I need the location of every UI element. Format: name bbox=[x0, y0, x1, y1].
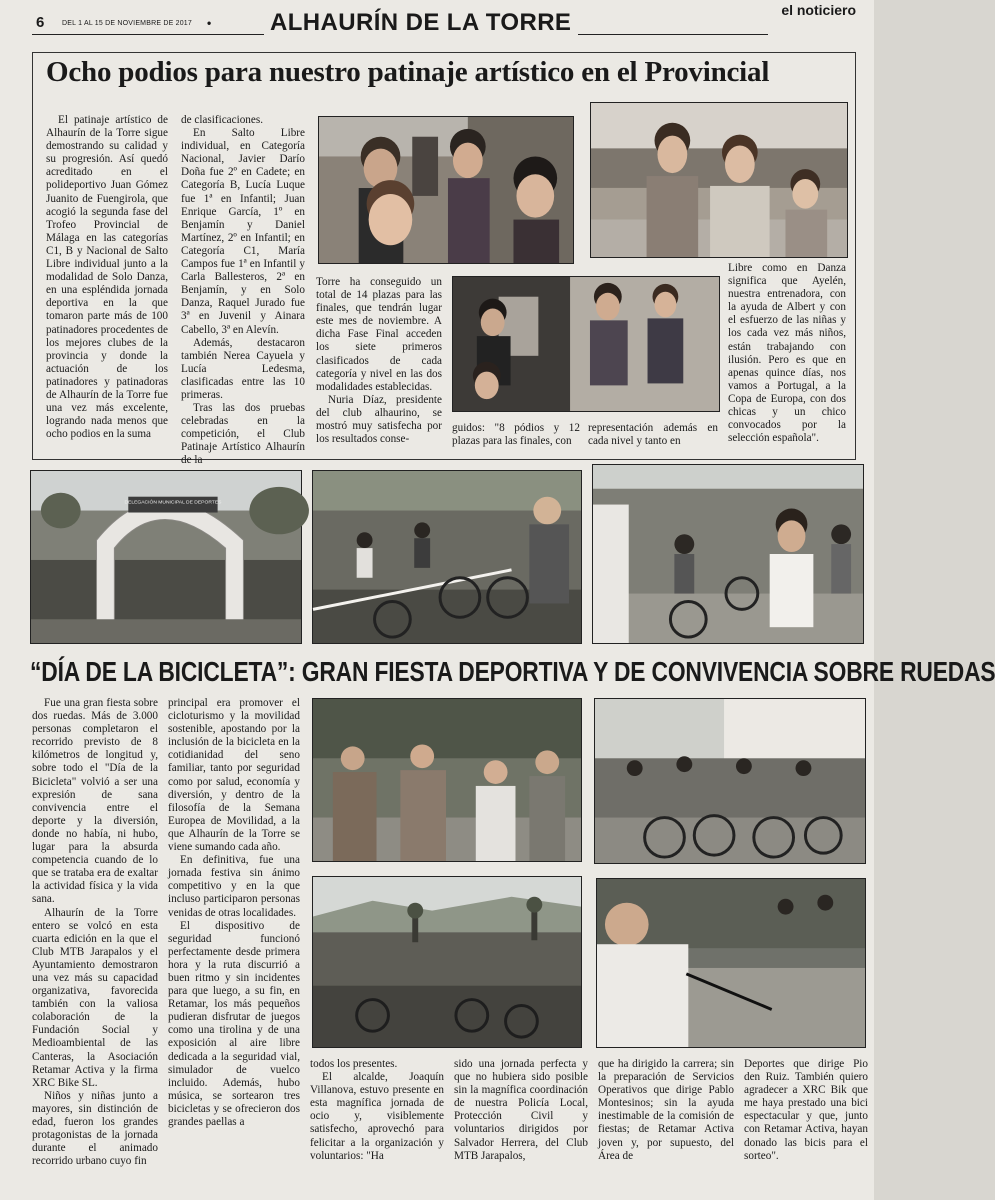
paragraph: El patinaje artístico de Alhaurín de la Torre sigue demostrando su calidad y su progresión. Así quedó acreditado en el polideportivo Juan Gómez Juanito de Fuengirola, que acogió la segunda fase del Trofeo Provincial de Málaga en las categorías C1, B y Nacional de Salto Libre individual junto a la modalidad de Solo Danza, en una espléndida jornada deportiva en la que tomaron parte más de 100 patinadores procedentes de los mejores clubes de la provincia y donde la actuación de los patinadores y patinadoras de Alhaurín de la Torre fue una vez más excelente, logrando nada menos que ocho podios en la suma bbox=[46, 114, 168, 441]
skating-column-2 bbox=[181, 114, 305, 467]
paragraph: representación además en cada nivel y tanto en bbox=[588, 422, 718, 448]
photo-skaters-trophies bbox=[452, 276, 720, 412]
bike-column-5 bbox=[598, 1058, 734, 1198]
headline-skating: Ocho podios para nuestro patinaje artístico en el Provincial bbox=[46, 56, 770, 88]
headline-bicycle-day: “DÍA DE LA BICICLETA”: GRAN FIESTA DEPORTIVA Y DE CONVIVENCIA SOBRE RUEDAS bbox=[30, 656, 995, 687]
paragraph: Tras las dos pruebas celebradas en la competición, el Club Patinaje Artístico Alhaurín de la bbox=[181, 402, 305, 467]
skating-column-6 bbox=[728, 262, 846, 454]
photo-bike-group-street bbox=[594, 698, 866, 864]
paragraph: guidos: "8 pódios y 12 plazas para las finales, con bbox=[452, 422, 580, 448]
photo-bike-crowd-aerial bbox=[312, 876, 582, 1048]
paragraph: Además, destacaron también Nerea Cayuela y Lucía Ledesma, clasificadas entre las 10 primeras. bbox=[181, 336, 305, 401]
header-rule-left bbox=[32, 34, 264, 35]
arch-sign-text: DELEGACIÓN MUNICIPAL DE DEPORTES bbox=[124, 500, 222, 506]
issue-date: DEL 1 AL 15 DE NOVIEMBRE DE 2017 bbox=[62, 20, 192, 27]
paragraph: que ha dirigido la carrera; sin la preparación de Servicios Operativos que dirige Pablo Montesinos; sin la ayuda inestimable de la comisión de fiestas; de Retamar Activa joven y, por supuesto, del Área de bbox=[598, 1058, 734, 1162]
section-title: ALHAURÍN DE LA TORRE bbox=[270, 9, 572, 36]
paragraph: En Salto Libre individual, en Categoría Nacional, Javier Darío Doña fue 2º en Cadete; en Categoría B, Lucía Luque fue 1ª en Infantil; Juan Enrique García, 1º en Benjamín y Daniel Martínez, 2º en Infantil; en Categoría C1, María Campos fue 1ª en Infantil y Carla Ballesteros, 2ª en Benjamín, y en Solo Danza, Raquel Jurado fue 3ª en Juvenil y Ainara Cabello, 3ª en Alevín. bbox=[181, 127, 305, 336]
photo-skaters-selfie bbox=[318, 116, 574, 264]
paragraph: En definitiva, fue una jornada festiva sin ánimo competitivo y en la que incluso participaron personas venidas de otras localidades. bbox=[168, 854, 300, 919]
paragraph: El alcalde, Joaquín Villanova, estuvo presente en esta magnífica jornada de ocio y, visiblemente satisfecho, aprovechó para felicitar a la organización y voluntarios: "Ha bbox=[310, 1071, 444, 1162]
paragraph: Alhaurín de la Torre entero se volcó en esta cuarta edición en la que el Club MTB Jarapalos y el Ayuntamiento demostraron una vez más su capacidad organizativa, favorecida también con la valiosa colaboración de la Fundación Social y Medioambiental de las Canteras, la Asociación Retamar Activa y la firma XRC Bike SL. bbox=[32, 906, 158, 1089]
photo-bike-speaker bbox=[596, 878, 866, 1048]
paragraph: de clasificaciones. bbox=[181, 114, 263, 126]
paragraph: principal era promover el cicloturismo y la movilidad sostenible, apostando por la inclusión de la bicicleta en la cotidianidad del seno familiar, tanto por seguridad como por salud, economía y diversión, y dentro de la filosofía de la Semana Europea de Movilidad, a la que Alhaurín de la Torre se viene sumando cada año. bbox=[168, 697, 300, 854]
paragraph: Nuria Díaz, presidente del club alhaurino, se mostró muy satisfecha por los resultados conse- bbox=[316, 393, 442, 446]
bike-column-3 bbox=[310, 1058, 444, 1198]
skating-column-5 bbox=[588, 422, 718, 452]
bike-column-1 bbox=[32, 697, 158, 1197]
skating-column-4 bbox=[452, 422, 580, 452]
paragraph: Fue una gran fiesta sobre dos ruedas. Más de 3.000 personas completaron el recorrido previsto de 8 kilómetros de longitud y, sobre todo el "Día de la Bicicleta" volvió a ser una expresión de sana convivencia entre el deporte y la diversión, donde no había, ni hubo, lugar para la absurda competencia cuando de lo que se trataba era de exaltar la actividad física y la vida sana. bbox=[32, 697, 158, 906]
page-number: 6 bbox=[36, 14, 45, 31]
paragraph: todos los presentes. bbox=[310, 1058, 398, 1070]
paragraph: Torre ha conseguido un total de 14 plazas para las finales, que tendrán lugar este mes de noviembre. A dicha Fase Final acceden los siete primeros clasificados de cada categoría y nivel en las dos modalidades establecidas. bbox=[316, 276, 442, 393]
bike-column-6 bbox=[744, 1058, 868, 1198]
skating-column-1 bbox=[46, 114, 168, 454]
header-rule-right bbox=[578, 34, 768, 35]
photo-bike-riders bbox=[592, 464, 864, 644]
paragraph: El dispositivo de seguridad funcionó perfectamente desde primera hora y la ruta discurrió a buen ritmo y sin incidentes para que luego, a su fin, en Retamar, los más pequeños pudieran disfrutar de juegos como una tirolina y de una exposición al aire libre dedicada a la seguridad vial, simulador de vuelco incluido. Además, hubo música, se sortearon tres bicicletas y se ofrecieron dos grandes paellas a bbox=[168, 919, 300, 1128]
paragraph: Niños y niñas junto a mayores, sin distinción de edad, fueron los grandes protagonistas de la jornada durante el animado recorrido urbano cuyo fin bbox=[32, 1089, 158, 1168]
photo-bike-crowd bbox=[312, 470, 582, 644]
bike-column-2 bbox=[168, 697, 300, 1197]
newspaper-brand: el noticiero bbox=[781, 2, 856, 18]
paragraph: Libre como en Danza significa que Ayelén, nuestra entrenadora, con la ayuda de Albert y con el esfuerzo de las niñas y los cada vez más niños, están trabajando con ilusión. Pero es que en apenas quince días, nos vamos a Portugal, a la Copa de Europa, con dos chicas y un chico convocados por la selección española". bbox=[728, 262, 846, 445]
bike-column-4 bbox=[454, 1058, 588, 1198]
paragraph: Deportes que dirige Pio den Ruiz. También quiero agradecer a XRC Bik que me haya prestado una bici espectacular y que, junto con Retamar Activa, hayan donado las bicis para el sorteo". bbox=[744, 1058, 868, 1162]
skating-column-3 bbox=[316, 276, 442, 454]
photo-bike-mayor bbox=[312, 698, 582, 862]
header-dot: • bbox=[207, 16, 212, 30]
photo-bike-arch bbox=[30, 470, 302, 644]
photo-skaters-group bbox=[590, 102, 848, 258]
paragraph: sido una jornada perfecta y que no hubiera sido posible sin la magnífica coordinación de nuestra Policía Local, Protección Civil y voluntarios dirigidos por Salvador Herrera, del Club MTB Jarapalos, bbox=[454, 1058, 588, 1162]
